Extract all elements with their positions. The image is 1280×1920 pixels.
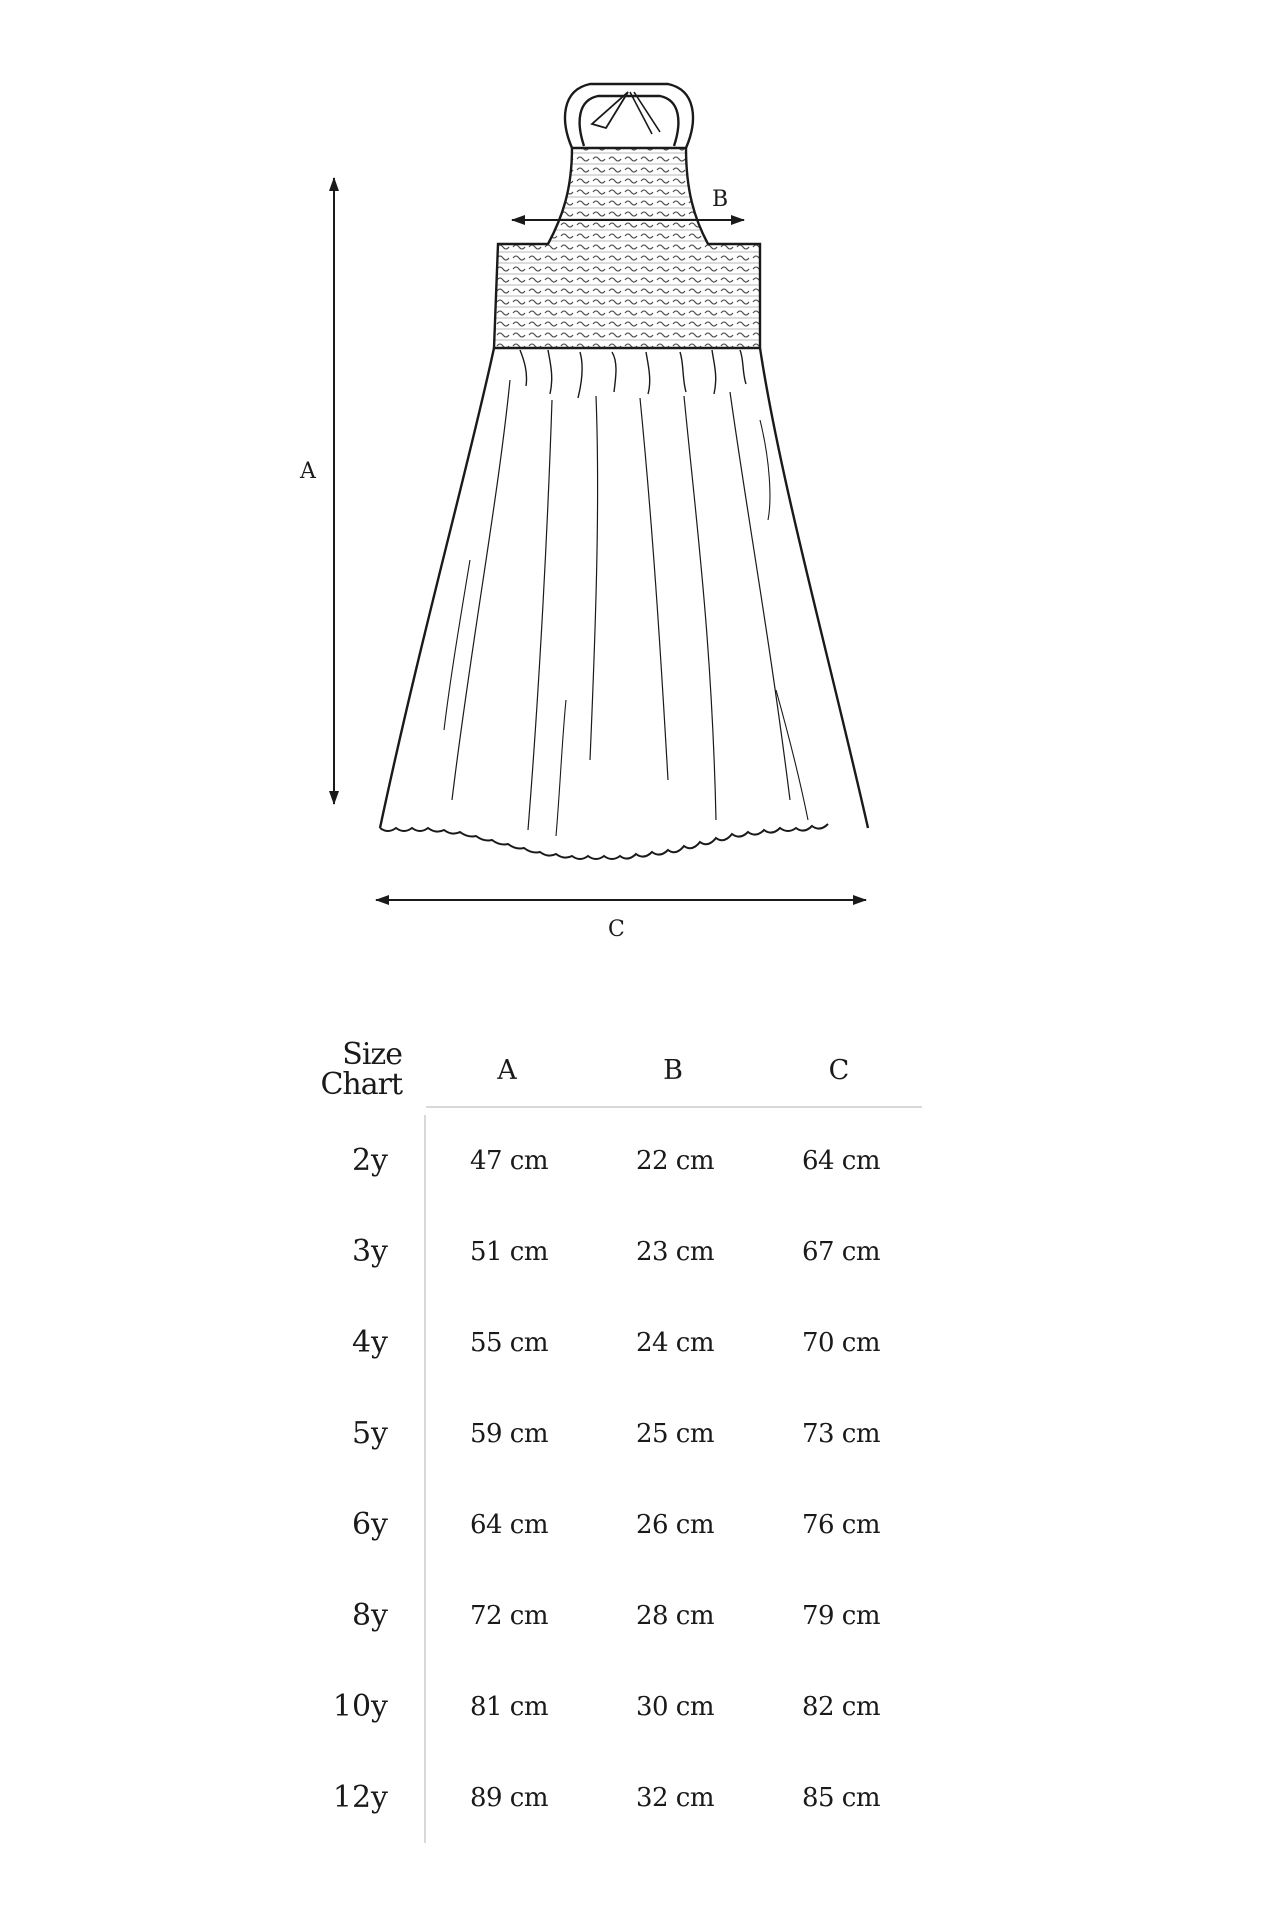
cell-a: 51 cm (469, 1236, 549, 1267)
row-size-label: 2y (351, 1143, 388, 1178)
size-chart-table (300, 1025, 940, 1843)
cell-b: 32 cm (635, 1782, 715, 1813)
table-row (351, 1388, 940, 1479)
cell-c: 67 cm (801, 1236, 881, 1267)
size-chart-header (300, 1025, 940, 1115)
row-size-label: 12y (332, 1780, 388, 1815)
size-chart-body (332, 1115, 940, 1843)
table-row (332, 1752, 940, 1843)
dimension-a (299, 178, 334, 804)
row-size-label: 3y (351, 1234, 388, 1269)
table-row (351, 1570, 940, 1661)
cell-c: 79 cm (801, 1600, 881, 1631)
table-row (351, 1206, 940, 1297)
cell-b: 28 cm (635, 1600, 715, 1631)
row-size-label: 10y (332, 1689, 388, 1724)
row-size-label: 5y (351, 1416, 388, 1451)
dimension-a-label: A (300, 459, 316, 484)
cell-c: 70 cm (801, 1327, 881, 1358)
smocked-bodice (494, 148, 760, 348)
dimension-c-label: C (608, 917, 625, 942)
size-chart-title-line2: Chart (320, 1067, 402, 1102)
table-row (351, 1115, 940, 1206)
size-chart-title-line1: Size (342, 1037, 402, 1072)
column-header-b: B (663, 1054, 683, 1086)
size-chart-title (300, 1037, 424, 1102)
row-size-label: 6y (351, 1507, 388, 1542)
table-row (351, 1479, 940, 1570)
row-size-label: 4y (351, 1325, 388, 1360)
cell-a: 47 cm (469, 1145, 549, 1176)
cell-b: 25 cm (635, 1418, 715, 1449)
cell-a: 72 cm (469, 1600, 549, 1631)
table-row (332, 1661, 940, 1752)
cell-c: 85 cm (801, 1782, 881, 1813)
cell-a: 89 cm (469, 1782, 549, 1813)
cell-c: 82 cm (801, 1691, 881, 1722)
row-size-label: 8y (351, 1598, 388, 1633)
cell-b: 24 cm (635, 1327, 715, 1358)
cell-b: 30 cm (635, 1691, 715, 1722)
dimension-b-label: B (712, 187, 729, 212)
cell-b: 23 cm (635, 1236, 715, 1267)
cell-c: 76 cm (801, 1509, 881, 1540)
cell-b: 26 cm (635, 1509, 715, 1540)
column-header-c: C (828, 1054, 850, 1086)
cell-a: 81 cm (469, 1691, 549, 1722)
column-header-a: A (497, 1054, 517, 1086)
halter-strap (565, 84, 693, 148)
cell-a: 64 cm (469, 1509, 549, 1540)
cell-c: 73 cm (801, 1418, 881, 1449)
dimension-c (376, 900, 866, 942)
dress-skirt (380, 348, 868, 859)
table-row (351, 1297, 940, 1388)
cell-c: 64 cm (801, 1145, 881, 1176)
cell-b: 22 cm (635, 1145, 715, 1176)
cell-a: 55 cm (469, 1327, 549, 1358)
cell-a: 59 cm (469, 1418, 549, 1449)
